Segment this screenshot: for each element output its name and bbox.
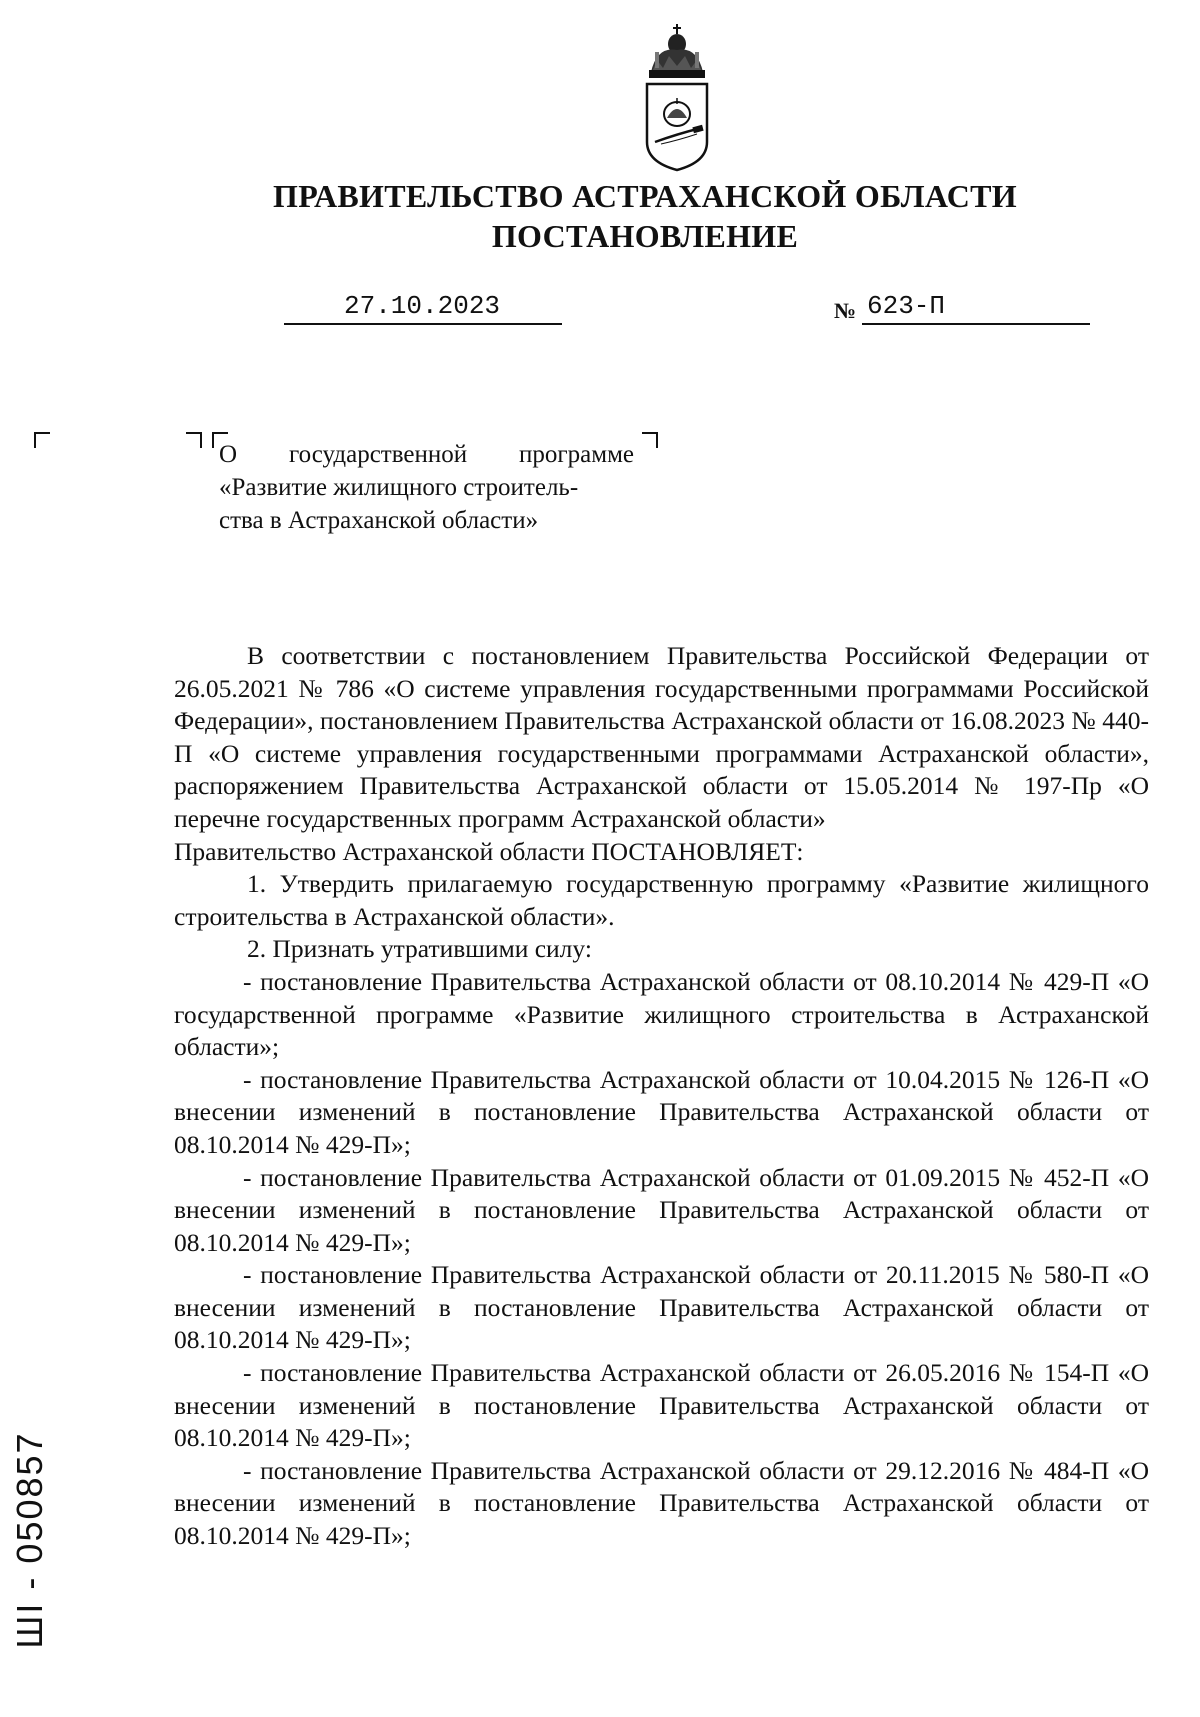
number-sign: № [834,298,857,323]
preamble-paragraph: В соответствии с постановлением Правительства Российской Федерации от 26.05.2021 № 786 «О системе управления государственными программами Российской Федерации», постановлением Правительства Астраханской области от 16.08.2023 № 440-П «О системе управления государственными программами Астраханской области», распоряжением Правительства Астраханской области от 15.05.2014 № 197-Пр «О перечне государственных программ Астраханской области» [174,641,1149,833]
corner-mark-subject-left-outer [186,432,202,448]
document-header [260,176,1030,256]
subject-line: О государственной программе [219,441,634,468]
repealed-item: - постановление Правительства Астраханской области от 08.10.2014 № 429-П «О государственной программе «Развитие жилищного строительства в Астраханской области»; [174,966,1149,1062]
repealed-item: - постановление Правительства Астраханской области от 10.04.2015 № 126-П «О внесении изменений в постановление Правительства Астраханской области от 08.10.2014 № 429-П»; [174,1064,1149,1159]
document-subject [219,438,634,537]
document-number: 623-П [867,291,946,321]
item-2-paragraph: 2. Признать утратившими силу: [247,934,592,964]
government-title: ПРАВИТЕЛЬСТВО АСТРАХАНСКОЙ ОБЛАСТИ [273,178,1017,214]
subject-line: «Развитие жилищного строитель- [219,474,579,501]
serial-code-text: ШI - 050857 [9,1431,50,1649]
date-underline [284,323,562,325]
document-type-title: ПОСТАНОВЛЕНИЕ [491,218,799,254]
side-serial-code [0,1380,60,1700]
repealed-item: - постановление Правительства Астраханской области от 29.12.2016 № 484-П «О внесении изменений в постановление Правительства Астраханской области от 08.10.2014 № 429-П»; [174,1455,1149,1551]
subject-line: ства в Астраханской области» [219,507,539,534]
number-underline [862,323,1090,325]
document-body [174,640,1149,1553]
repealed-item: - постановление Правительства Астраханской области от 26.05.2016 № 154-П «О внесении изменений в постановление Правительства Астраханской области от 08.10.2014 № 429-П»; [174,1358,1149,1453]
document-date: 27.10.2023 [344,291,501,321]
corner-mark-subject-right [642,432,658,448]
repealed-item: - постановление Правительства Астраханской области от 20.11.2015 № 580-П «О внесении изменений в постановление Правительства Астраханской области от 08.10.2014 № 429-П»; [174,1260,1149,1355]
corner-mark-left [34,432,50,448]
item-1-paragraph: 1. Утвердить прилагаемую государственную программу «Развитие жилищного строительства в Астраханской области». [174,869,1149,931]
repealed-item: - постановление Правительства Астраханской области от 01.09.2015 № 452-П «О внесении изменений в постановление Правительства Астраханской области от 08.10.2014 № 429-П»; [174,1162,1149,1257]
coat-of-arms-icon [637,22,717,172]
decree-line: Правительство Астраханской области ПОСТАНОВЛЯЕТ: [174,836,804,866]
